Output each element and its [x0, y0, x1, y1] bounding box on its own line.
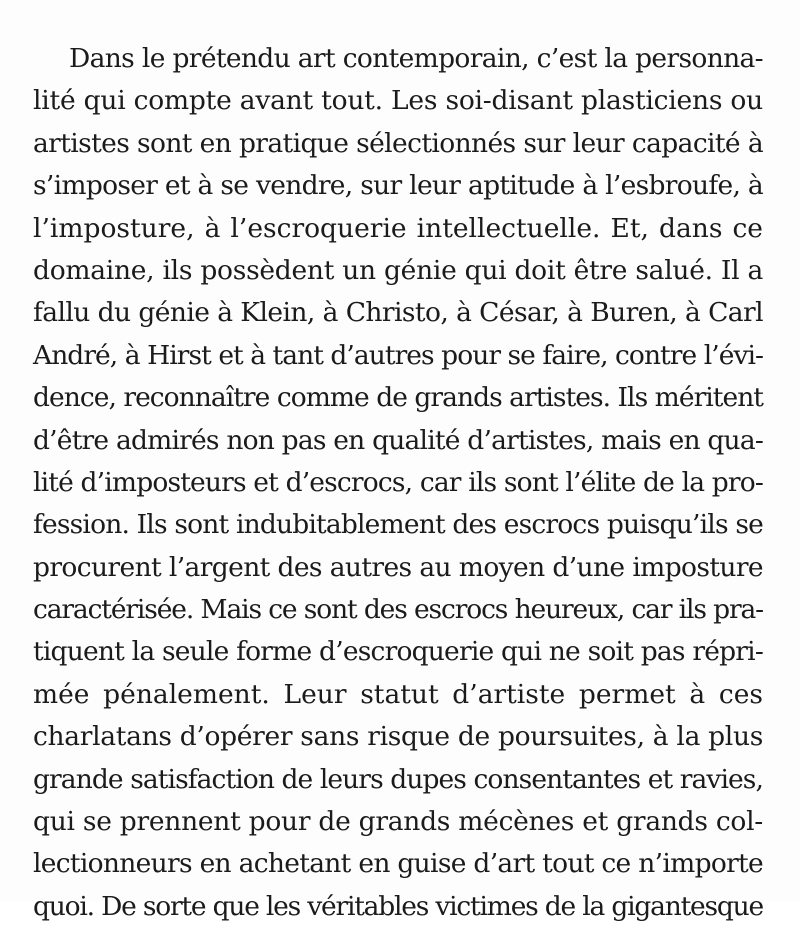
text-line: procurent l’argent des autres au moyen d’une imposture [33, 551, 763, 583]
text-line: André, à Hirst et à tant d’autres pour se faire, contre l’évi- [33, 339, 763, 371]
text-line: domaine, ils possèdent un génie qui doit être salué. Il a [33, 254, 763, 286]
text-line: lité qui compte avant tout. Les soi-disant plasticiens ou [33, 85, 763, 117]
text-line: charlatans d’opérer sans risque de poursuites, à la plus [33, 721, 763, 753]
text-line: fallu du génie à Klein, à Christo, à César, à Buren, à Carl [33, 297, 763, 329]
text-line: quoi. De sorte que les véritables victimes de la gigantesque [33, 890, 763, 922]
text-line: lité d’imposteurs et d’escrocs, car ils sont l’élite de la pro- [33, 466, 763, 498]
text-line: fession. Ils sont indubitablement des escrocs puisqu’ils se [33, 509, 763, 541]
text-line: Dans le prétendu art contemporain, c’est la personna- [69, 43, 763, 74]
text-line: artistes sont en pratique sélectionnés sur leur capacité à [33, 127, 763, 159]
text-line: l’imposture, à l’escroquerie intellectuelle. Et, dans ce [33, 212, 763, 244]
text-line: s’imposer et à se vendre, sur leur aptitude à l’esbroufe, à [33, 170, 763, 202]
text-line: mée pénalement. Leur statut d’artiste permet à ces [33, 678, 763, 710]
paragraph [33, 38, 763, 928]
text-line: lectionneurs en achetant en guise d’art tout ce n’importe [33, 848, 763, 880]
text-line: tiquent la seule forme d’escroquerie qui ne soit pas répri- [33, 636, 763, 668]
text-line: caractérisée. Mais ce sont des escrocs heureux, car ils pra- [33, 594, 763, 626]
text-line: qui se prennent pour de grands mécènes et grands col- [33, 806, 764, 838]
text-line: dence, reconnaître comme de grands artistes. Ils méritent [33, 382, 763, 414]
text-line: grande satisfaction de leurs dupes consentantes et ravies, [33, 763, 763, 795]
text-line: d’être admirés non pas en qualité d’artistes, mais en qua- [33, 424, 763, 456]
